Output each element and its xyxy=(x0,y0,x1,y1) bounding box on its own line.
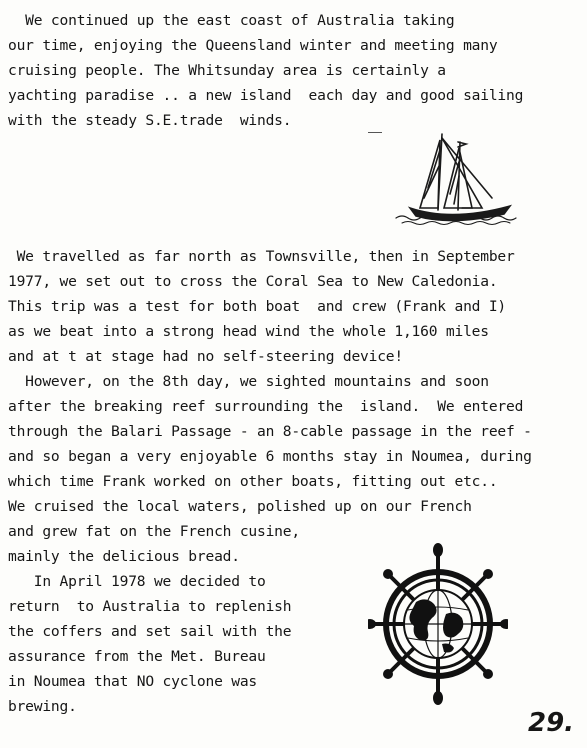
text-line: and so began a very enjoyable 6 months stay in Noumea, during xyxy=(8,448,532,465)
text-line: We cruised the local waters, polished up on our French xyxy=(8,498,472,515)
text-line: brewing. xyxy=(8,698,77,715)
text-line: This trip was a test for both boat and crew (Frank and I) xyxy=(8,298,506,315)
text-line: our time, enjoying the Queensland winter and meeting many xyxy=(8,37,498,54)
text-line: cruising people. The Whitsunday area is certainly a xyxy=(8,62,446,79)
text-line: return to Australia to replenish xyxy=(8,598,292,615)
text-line: yachting paradise .. a new island each day and good sailing xyxy=(8,87,524,104)
text-line: as we beat into a strong head wind the whole 1,160 miles xyxy=(8,323,489,340)
text-line: with the steady S.E.trade winds. xyxy=(8,112,292,129)
text-line: However, on the 8th day, we sighted mountains and soon xyxy=(8,373,489,390)
text-line: through the Balari Passage - an 8-cable passage in the reef - xyxy=(8,423,532,440)
text-line: in Noumea that NO cyclone was xyxy=(8,673,257,690)
page-number: 29. xyxy=(528,708,575,738)
text-line: In April 1978 we decided to xyxy=(8,573,266,590)
text-line: 1977, we set out to cross the Coral Sea to New Caledonia. xyxy=(8,273,498,290)
sailing-ship-illustration xyxy=(392,128,532,228)
text-line: and at t at stage had no self-steering device! xyxy=(8,348,403,365)
text-line: We travelled as far north as Townsville, then in September xyxy=(8,248,515,265)
text-line: which time Frank worked on other boats, fitting out etc.. xyxy=(8,473,498,490)
ships-wheel-globe-illustration xyxy=(368,540,508,708)
text-line: after the breaking reef surrounding the island. We entered xyxy=(8,398,524,415)
text-line: We continued up the east coast of Australia taking xyxy=(8,12,455,29)
text-line: and grew fat on the French cusine, xyxy=(8,523,300,540)
divider xyxy=(368,132,382,133)
text-line: mainly the delicious bread. xyxy=(8,548,240,565)
text-line: assurance from the Met. Bureau xyxy=(8,648,266,665)
text-line: the coffers and set sail with the xyxy=(8,623,292,640)
